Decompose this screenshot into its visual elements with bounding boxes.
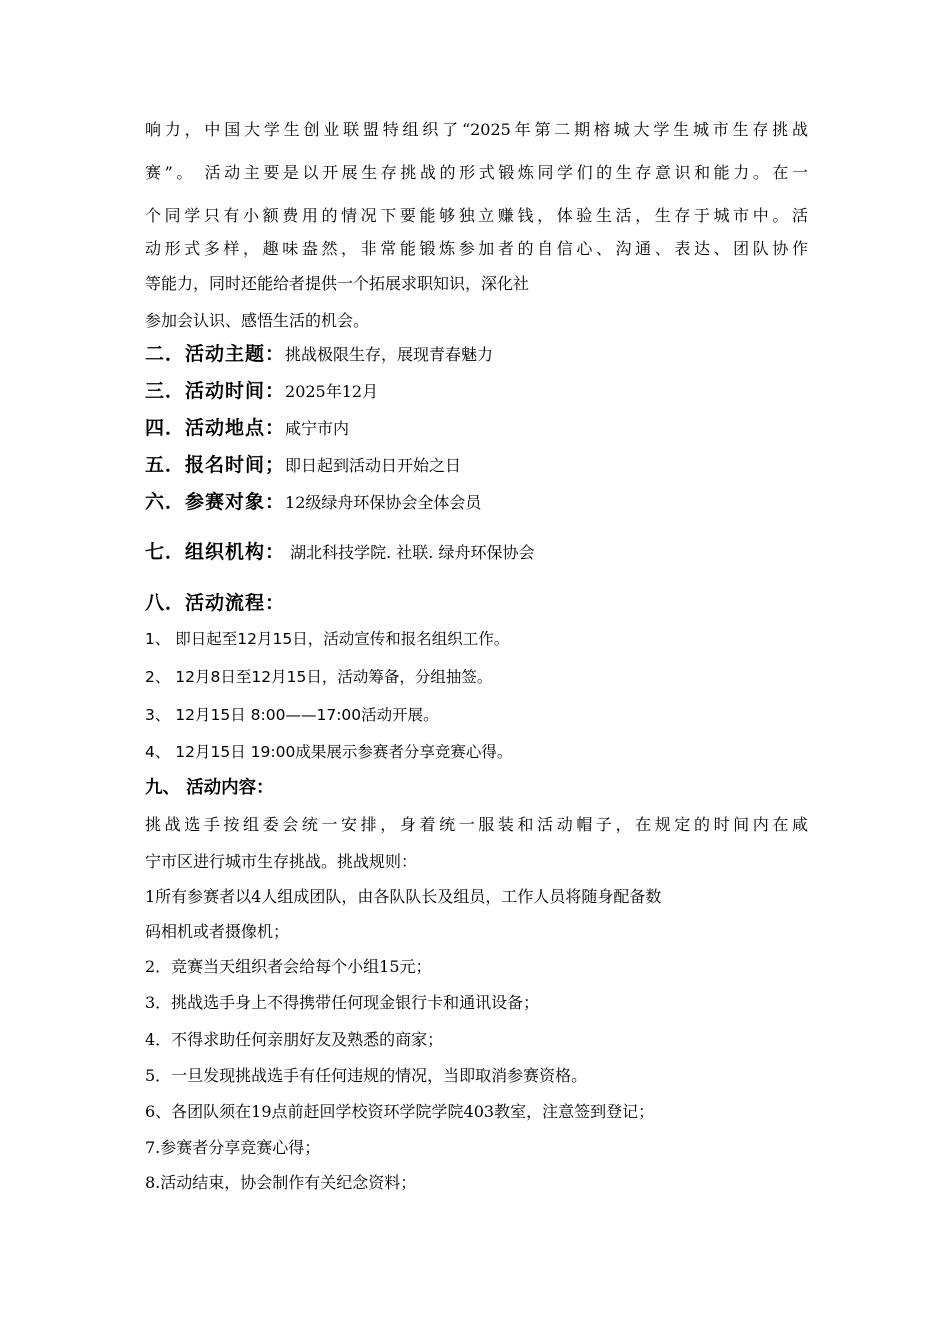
rule-item: 2．竞赛当天组织者会给每个小组15元； [145, 957, 432, 976]
process-heading: 八．活动流程： [145, 592, 286, 614]
rule-item: 5．一旦发现挑战选手有任何违规的情况，当即取消参赛资格。 [145, 1066, 588, 1085]
rule-line: 1所有参赛者以4人组成团队，由各队队长及组员，工作人员将随身配备数 [145, 887, 662, 906]
section-value: 即日起到活动日开始之日 [285, 456, 462, 475]
rule-item: 4．不得求助任何亲朋好友及熟悉的商家； [145, 1030, 444, 1049]
section-label: 三．活动时间： [145, 380, 286, 402]
rule-item: 3．挑战选手身上不得携带任何现金银行卡和通讯设备； [145, 993, 540, 1012]
section-value: 2025年12月 [285, 382, 379, 401]
section-value: 挑战极限生存，展现青春魅力 [285, 345, 494, 364]
section-value: 湖北科技学院. 社联. 绿舟环保协会 [285, 543, 535, 562]
rule-item: 7.参赛者分享竞赛心得； [145, 1138, 321, 1157]
section-label: 五．报名时间； [145, 454, 286, 476]
rule-item: 8.活动结束，协会制作有关纪念资料； [145, 1173, 417, 1192]
section-location [145, 417, 349, 440]
document-page [145, 0, 810, 1344]
content-heading: 九、 活动内容： [145, 778, 274, 798]
process-item: 1、 即日起至12月15日，活动宣传和报名组织工作。 [145, 630, 510, 648]
section-label: 七．组织机构： [145, 541, 286, 563]
content-line: 挑战选手按组委会统一安排，身着统一服装和活动帽子，在规定的时间内在咸 [145, 815, 808, 834]
intro-line: 等能力，同时还能给者提供一个拓展求职知识，深化社 [145, 274, 530, 293]
intro-line: 赛”。 活动主要是以开展生存挑战的形式锻炼同学们的生存意识和能力。在一 [145, 163, 808, 182]
rule-line: 码相机或者摄像机； [145, 922, 290, 941]
intro-line: 参加会认识、感悟生活的机会。 [145, 311, 370, 330]
section-participants [145, 491, 481, 514]
section-value: 12级绿舟环保协会全体会员 [285, 493, 482, 512]
section-time [145, 380, 378, 403]
intro-line: 个同学只有小额费用的情况下要能够独立赚钱，体验生活，生存于城市中。活 [145, 206, 808, 225]
process-item: 2、 12月8日至12月15日，活动筹备，分组抽签。 [145, 668, 493, 686]
section-label: 四．活动地点： [145, 417, 286, 439]
section-label: 二．活动主题： [145, 343, 286, 365]
content-line: 宁市区进行城市生存挑战。挑战规则： [145, 852, 418, 871]
rule-item: 6、各团队须在19点前赶回学校资环学院学院403教室，注意签到登记； [145, 1102, 655, 1121]
section-theme [145, 343, 493, 366]
section-organizer [145, 541, 534, 564]
section-value: 咸宁市内 [285, 419, 350, 438]
section-label: 六．参赛对象： [145, 491, 286, 513]
intro-line: 动形式多样，趣味盎然，非常能锻炼参加者的自信心、沟通、表达、团队协作 [145, 239, 808, 258]
process-item: 4、 12月15日 19:00成果展示参赛者分享竞赛心得。 [145, 743, 513, 761]
process-item: 3、 12月15日 8:00——17:00活动开展。 [145, 706, 439, 724]
intro-line: 响力，中国大学生创业联盟特组织了“2025年第二期榕城大学生城市生存挑战 [145, 120, 808, 139]
section-registration [145, 454, 461, 477]
